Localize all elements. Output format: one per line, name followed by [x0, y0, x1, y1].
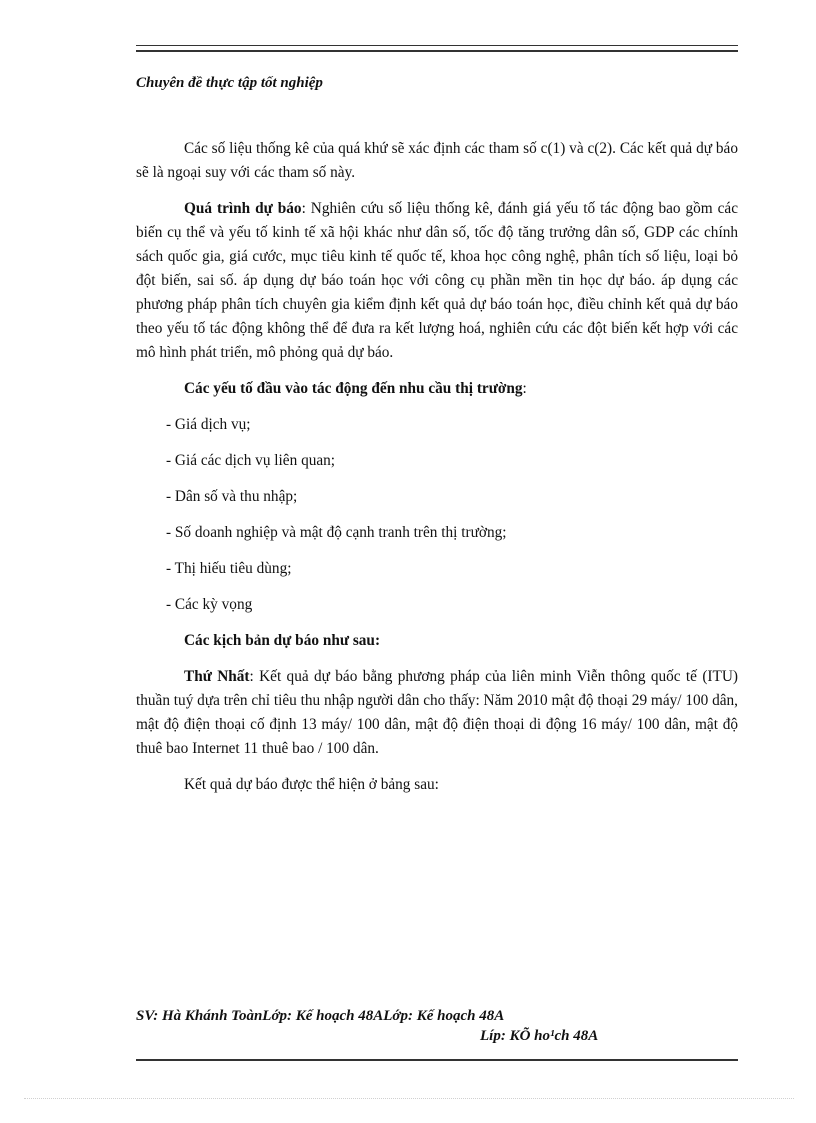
header-rule: [136, 45, 738, 52]
forecast-process-text: : Nghiên cứu số liệu thống kê, đánh giá yếu tố tác động bao gồm các biến cụ thể và yếu tố kinh tế xã hội khác như dân số, tốc độ tăng trưởng dân số, GDP các chính sách quốc gia, giá cước, mục tiêu kinh tế quốc tế, khoa học công nghệ, phân tích số liệu, loại bỏ đột biến, sai số. áp dụng dự báo toán học với công cụ phần mền tin học dự báo. áp dụng các phương pháp phân tích chuyên gia kiểm định kết quả dự báo toán học, điều chỉnh kết quả dự báo theo yếu tố tác động không thể để đưa ra kết lượng hoá, nghiên cứu các đột biến kết hợp với các mô hình phát triển, mô phỏng quả dự báo.: [136, 200, 739, 361]
scenario-first-text: : Kết quả dự báo bằng phương pháp của liên minh Viễn thông quốc tế (ITU) thuần tuý dựa trên chỉ tiêu thu nhập người dân cho thấy: Năm 2010 mật độ thoại 29 máy/ 100 dân, mật độ điện thoại cố định 13 máy/ 100 dân, mật độ điện thoại di động 16 máy/ 100 dân, mật độ thuê bao Internet 11 thuê bao / 100 dân.: [136, 668, 739, 757]
heading-input-factors: [136, 377, 738, 401]
list-item: - Giá dịch vụ;: [166, 416, 251, 433]
paragraph-scenario-first: [136, 665, 738, 761]
footer-student-info: SV: Hà Khánh ToànLớp: Kế hoạch 48ALớp: Kế hoạch 48A: [136, 1008, 505, 1024]
list-item: - Số doanh nghiệp và mật độ cạnh tranh trên thị trường;: [166, 524, 507, 541]
heading-input-factors-colon: :: [522, 380, 527, 397]
paragraph-statistics: Các số liệu thống kê của quá khứ sẽ xác định các tham số c(1) và c(2). Các kết quả dự báo sẽ là ngoại suy với các tham số này.: [136, 140, 738, 181]
footer-rule: [136, 1059, 738, 1061]
list-item: - Giá các dịch vụ liên quan;: [166, 452, 336, 469]
forecast-process-label: Quá trình dự báo: [184, 200, 302, 217]
heading-scenarios: Các kịch bản dự báo như sau:: [184, 632, 381, 649]
footer-class-info: Líp: KÕ ho¹ch 48A: [480, 1028, 599, 1044]
heading-input-factors-text: Các yếu tố đầu vào tác động đến nhu cầu thị trường: [184, 380, 523, 397]
header-title: Chuyên đề thực tập tốt nghiệp: [136, 75, 323, 91]
paragraph-results-table-intro: Kết quả dự báo được thể hiện ở bảng sau:: [184, 776, 439, 793]
page-edge-dots: [24, 1098, 794, 1099]
scenario-first-label: Thứ Nhất: [184, 668, 250, 685]
paragraph-forecast-process: [136, 197, 738, 365]
list-item: - Thị hiếu tiêu dùng;: [166, 560, 292, 577]
document-body: [136, 137, 738, 809]
list-item: - Các kỳ vọng: [166, 596, 253, 613]
list-item: - Dân số và thu nhập;: [166, 488, 298, 505]
